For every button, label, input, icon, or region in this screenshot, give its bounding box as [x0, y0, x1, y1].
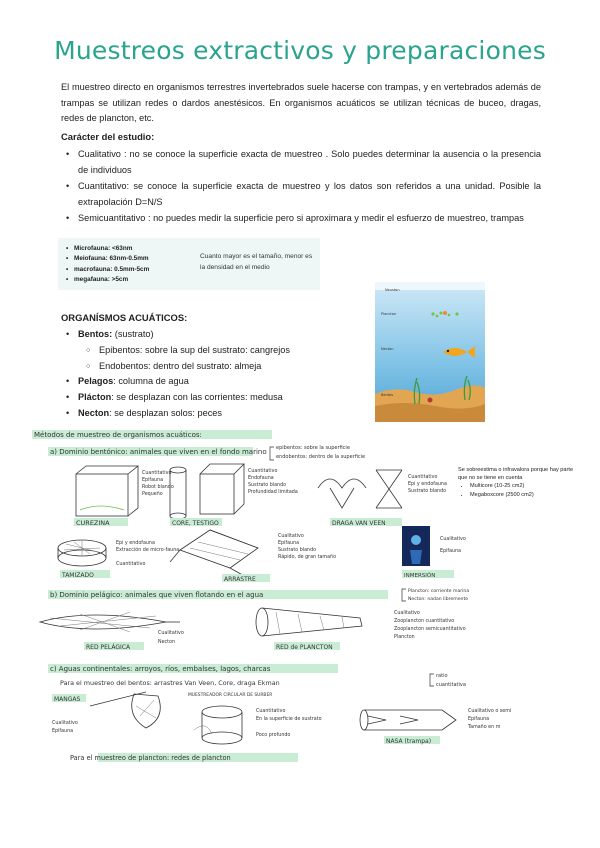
- corer-item: Epifauna: [142, 478, 164, 483]
- van-veen-drawing: [318, 470, 402, 508]
- ocean-label-top: Neuston: [385, 288, 400, 292]
- caracter-list: [61, 147, 541, 228]
- list-item: • Megaboxcore (2500 cm2): [470, 491, 578, 499]
- ocean-label-bottom: Bentos: [381, 393, 394, 397]
- core-label: CORE, TESTIGO: [172, 520, 219, 527]
- arrastre-item: Cualitativo: [278, 534, 304, 539]
- list-item: [61, 327, 290, 343]
- list-item: [61, 390, 290, 406]
- red-pelagica-label: RED PELÁGICA: [86, 644, 131, 651]
- side-note-text: Se sobreestima o infravalora porque hay parte que no se tiene en cuenta: [458, 467, 574, 482]
- section-a-title: a) Dominio bentónico: animales que viven en el fondo marino: [50, 448, 267, 456]
- tamizado-label: TAMIZADO: [62, 572, 94, 579]
- box-item: Endofauna: [248, 476, 274, 481]
- red-pelagica-item: Necton: [158, 640, 176, 645]
- caracter-heading: Carácter del estudio:: [61, 131, 155, 142]
- placton-label: Plácton: [78, 392, 112, 403]
- red-plancton-item: Zooplancton semicuantitativo: [394, 627, 466, 632]
- list-item: [61, 406, 290, 422]
- red-plancton-item: Cualitativo: [394, 611, 420, 616]
- list-item: • Meiofauna: 63nm-0.5mm: [65, 254, 149, 264]
- section-c-line2: Para el muestreo de plancton: redes de plancton: [70, 754, 231, 762]
- list-item: • Multicore (10-25 cm2): [470, 482, 578, 490]
- core-drawing: [170, 464, 244, 519]
- section-c-line1: Para el muestreo del bentos: arrastres Van Veen, Core, draga Ekman: [60, 679, 280, 687]
- tamizado-item: Epi y endofauna: [116, 541, 155, 546]
- arrastre-label: ARRASTRE: [224, 576, 256, 583]
- section-c-note2: cuantitativa: [436, 682, 466, 688]
- hand-net-drawing: [90, 692, 160, 728]
- fish-trap-drawing: [360, 710, 456, 730]
- list-item: • Semicuantitativo : no puedes medir la superficie pero si aproximara y medir el esfuerzo de muestreo, trampas: [61, 211, 541, 227]
- box-item: Cuantitativo: [248, 469, 278, 474]
- intro-paragraph: El muestreo directo en organismos terrestres invertebrados suele hacerse con trampas, y en vertebrados además de trampas se utilizan redes o dardos anestésicos. En organismos acuáticos se utilizan técnicas de buceo, dragas, redes de plancton, etc.: [61, 82, 541, 123]
- arrastre-item: Epifauna: [278, 541, 300, 546]
- ocean-zones-illustration: [375, 282, 485, 422]
- list-item: ○ Endobentos: dentro del sustrato: almeja: [61, 359, 290, 375]
- ocean-label-fish: Necton: [381, 347, 394, 351]
- bentos-desc: (sustrato): [112, 329, 154, 339]
- buceo-item: Epifauna: [440, 549, 462, 554]
- sketch-header: Métodos de muestreo de organismos acuáticos:: [34, 431, 202, 439]
- mangas-label: MANGAS: [54, 696, 81, 703]
- corer-item: Robot blando: [142, 485, 174, 490]
- section-b-note2: Necton: nadan libremente: [408, 597, 469, 602]
- list-item: • megafauna: >5cm: [65, 275, 149, 285]
- red-pelagica-item: Cualitativo: [158, 631, 184, 636]
- mangas-item: Cualitativo: [52, 721, 78, 726]
- page-title: Muestreos extractivos y preparaciones: [54, 36, 546, 65]
- arrastre-item: Sustrato blando: [278, 548, 317, 553]
- pelagos-label: Pelagos: [78, 376, 114, 387]
- list-item: [61, 374, 290, 390]
- necton-desc: : se desplazan solos: peces: [109, 407, 223, 418]
- list-item: • Microfauna: <63nm: [65, 244, 149, 254]
- arrastre-item: Rápido, de gran tamaño: [278, 555, 337, 560]
- section-b-title: b) Dominio pelágico: animales que viven flotando en el agua: [50, 591, 264, 599]
- corer-drawing: [76, 466, 138, 516]
- red-plancton-label: RED de PLANCTON: [276, 644, 333, 651]
- buceo-label: INMERSIÓN: [404, 573, 436, 579]
- size-list: [65, 244, 149, 286]
- corer-label: CUREZINA: [76, 519, 110, 527]
- list-item: • macrofauna: 0.5mm-5cm: [65, 265, 149, 275]
- vanveen-label: DRAGA VAN VEEN: [332, 520, 386, 527]
- list-item: • Cualitativo : no se conoce la superficie exacta de muestreo . Solo puedes determinar la ausencia o la presencia de individuos: [61, 147, 541, 178]
- vanveen-item: Epi y endofauna: [408, 482, 447, 487]
- section-c-note1: ratio: [436, 673, 448, 679]
- list-item: ○ Epibentos: sobre la sup del sustrato: cangrejos: [61, 343, 290, 359]
- nasa-item: Epifauna: [468, 717, 490, 722]
- vanveen-item: Cuantitativo: [408, 475, 438, 480]
- mangas-item: Epifauna: [52, 729, 74, 734]
- organismos-heading: ORGANÍSMOS ACUÁTICOS:: [61, 312, 188, 323]
- necton-label: Necton: [78, 407, 110, 418]
- tamizado-item: Extracción de micro-fauna: [116, 548, 180, 553]
- tamizado-item: Cuantitativo: [116, 562, 146, 567]
- organismos-list: [61, 327, 290, 422]
- box-item: Profundidad limitada: [248, 490, 298, 495]
- trawl-drawing: [170, 530, 258, 578]
- nasa-item: Cualitativo o semi: [468, 709, 512, 714]
- size-classification-box: [58, 238, 320, 290]
- bentos-label: Bentos:: [78, 329, 113, 339]
- nasa-label: NASA (trampa): [386, 738, 432, 745]
- section-b-note1: Plancton: corriente marina: [408, 589, 470, 594]
- corer-item: Pequeño: [142, 492, 163, 497]
- red-plancton-item: Zooplancton cuantitativo: [394, 619, 455, 624]
- pelagos-desc: : columna de agua: [113, 376, 189, 387]
- corer-item: Cuantitativo: [142, 471, 172, 476]
- pelagic-net-drawing: [40, 612, 180, 632]
- list-item: • Cuantitativo: se conoce la superficie exacta de muestreo y los datos son referidos a una unidad. Posible la extrapolación D=N/S: [61, 179, 541, 210]
- muestreador-item: Poco profundo: [256, 733, 291, 738]
- sieve-drawing: [58, 540, 106, 566]
- placton-desc: : se desplazan con las corrientes: medusa: [111, 392, 283, 403]
- muestreador-label: MUESTREADOR CIRCULAR DE SURBER: [188, 693, 273, 698]
- side-note: [458, 466, 578, 499]
- size-note: Cuanto mayor es el tamaño, menor es la densidad en el medio: [200, 253, 313, 271]
- muestreador-item: Cuantitativo: [256, 709, 286, 714]
- surber-sampler-drawing: [194, 706, 242, 744]
- section-c-title: c) Aguas continentales: arroyos, ríos, embalses, lagos, charcas: [50, 665, 271, 673]
- section-a-note1: epibentos: sobre la superficie: [276, 445, 350, 451]
- vanveen-item: Sustrato blando: [408, 489, 447, 494]
- buceo-item: Cualitativo: [440, 537, 466, 542]
- box-item: Sustrato blando: [248, 483, 287, 488]
- nasa-item: Tamaño en m: [468, 725, 501, 730]
- red-plancton-item: Plancton: [394, 635, 415, 640]
- muestreador-item: En la superficie de sustrato: [256, 717, 322, 722]
- ocean-label-mid: Plancton: [381, 312, 397, 316]
- plankton-net-drawing: [256, 608, 362, 636]
- section-a-note2: endobentos: dentro de la superficie: [276, 454, 366, 460]
